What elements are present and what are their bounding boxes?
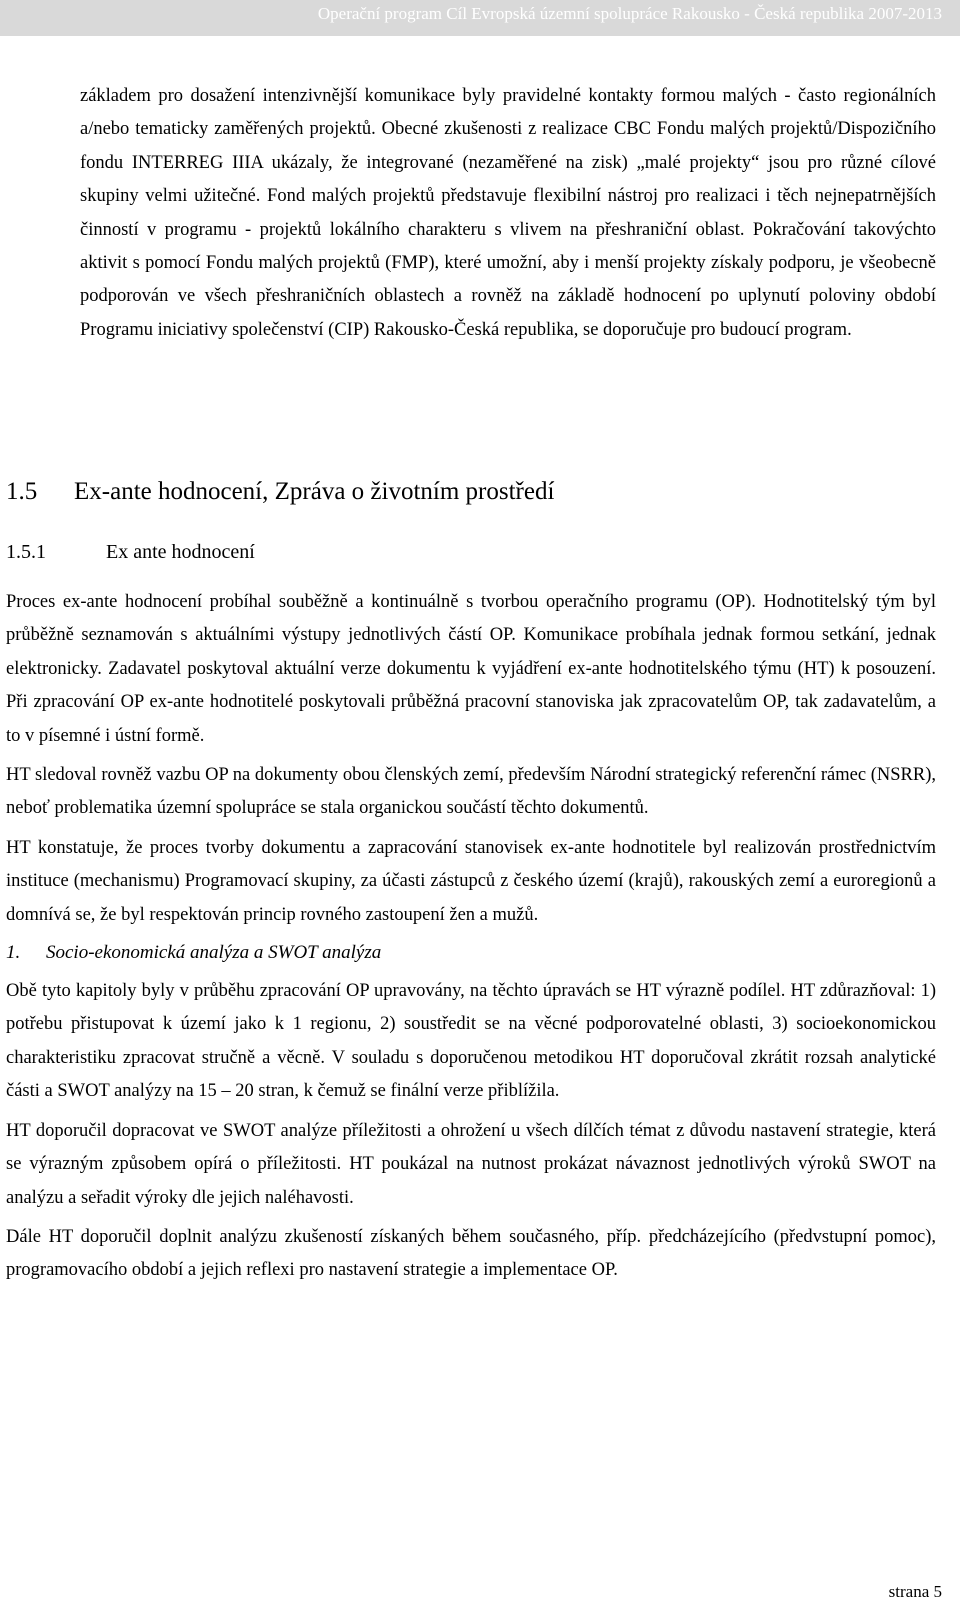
header-band: [0, 0, 960, 36]
subsection-heading: [6, 541, 255, 564]
paragraph: HT konstatuje, že proces tvorby dokumentu a zapracování stanovisek ex-ante hodnotitele byl realizován prostřednictvím instituce (mechanismu) Programovací skupiny, za účasti zástupců z českého území (krajů), rakouských zemí a euroregionů a domnívá se, že byl respektován princip rovného zastoupení žen a mužů.: [6, 837, 936, 925]
paragraph: HT sledoval rovněž vazbu OP na dokumenty obou členských zemí, především Národní strategický referenční rámec (NSRR), neboť problematika územní spolupráce se stala organickou součástí těchto dokumentů.: [6, 765, 936, 819]
paragraph: Proces ex-ante hodnocení probíhal souběžně a kontinuálně s tvorbou operačního programu (OP). Hodnotitelský tým byl průběžně seznamován s aktuálními výstupy jednotlivých částí OP. Komunikace probíhala jednak formou setkání, jednak elektronicky. Zadavatel poskytoval aktuální verze dokumentu k vyjádření ex-ante hodnotitelského týmu (HT) k posouzení. Při zpracování OP ex-ante hodnotitelé poskytovali průběžná pracovní stanoviska jak zpracovatelům OP, tak zadavatelům, a to v písemné i ústní formě.: [6, 592, 936, 746]
italic-subheading: [6, 936, 936, 969]
section-number: 1.5: [6, 478, 38, 505]
paragraph: HT doporučil dopracovat ve SWOT analýze příležitosti a ohrožení u všech dílčích témat z důvodu nastavení strategie, která se výrazným způsobem opírá o příležitosti. HT poukázal na nutnost prokázat návaznost jednotlivých výroků SWOT na analýzu a seřadit výroky dle jejich naléhavosti.: [6, 1120, 936, 1208]
subsection-title: Ex ante hodnocení: [106, 541, 255, 563]
paragraph: Dále HT doporučil doplnit analýzu zkušeností získaných během současného, příp. předcházejícího (předvstupní pomoc), programovacího období a jejich reflexi pro nastavení strategie a implementace OP.: [6, 1226, 936, 1281]
italic-subheading-title: Socio-ekonomická analýza a SWOT analýza: [46, 942, 382, 964]
intro-block: [80, 80, 936, 347]
italic-subheading-number: 1.: [6, 942, 21, 964]
section-title: Ex-ante hodnocení, Zpráva o životním prostředí: [74, 478, 555, 505]
running-header: Operační program Cíl Evropská územní spolupráce Rakousko - Česká republika 2007-2013: [317, 4, 942, 23]
subsection-number: 1.5.1: [6, 541, 46, 563]
section-heading: [6, 478, 554, 506]
paragraph: Obě tyto kapitoly byly v průběhu zpracování OP upravovány, na těchto úpravách se HT výrazně podílel. HT zdůrazňoval: 1) potřebu přistupovat k území jako k 1 regionu, 2) soustředit se na věcné podporovatelné oblasti, 3) socioekonomickou charakteristiku zpracovat stručně a věcně. V souladu s doporučenou metodikou HT doporučoval zkrátit rozsah analytické části a SWOT analýzy na 15 – 20 stran, k čemuž se finální verze přiblížila.: [6, 981, 936, 1102]
page-number: strana 5: [888, 1582, 942, 1601]
main-text: [6, 586, 936, 1288]
intro-paragraph: základem pro dosažení intenzivnější komunikace byly pravidelné kontakty formou malých - často regionálních a/nebo tematicky zaměřených projektů. Obecné zkušenosti z realizace CBC Fondu malých projektů/Dispozičního fondu INTERREG IIIA ukázaly, že integrované (nezaměřené na zisk) „malé projekty“ jsou pro různé cílové skupiny velmi užitečné. Fond malých projektů představuje flexibilní nástroj pro realizaci i těch nejnepatrnějších činností v programu - projektů lokálního charakteru s vlivem na přeshraniční oblast. Pokračování takovýchto aktivit s pomocí Fondu malých projektů (FMP), které umožní, aby i menší projekty získaly podporu, je všeobecně podporován ve všech přeshraničních oblastech a rovněž na základě hodnocení po uplynutí poloviny období Programu iniciativy společenství (CIP) Rakousko-Česká republika, se doporučuje pro budoucí program.: [80, 86, 936, 340]
